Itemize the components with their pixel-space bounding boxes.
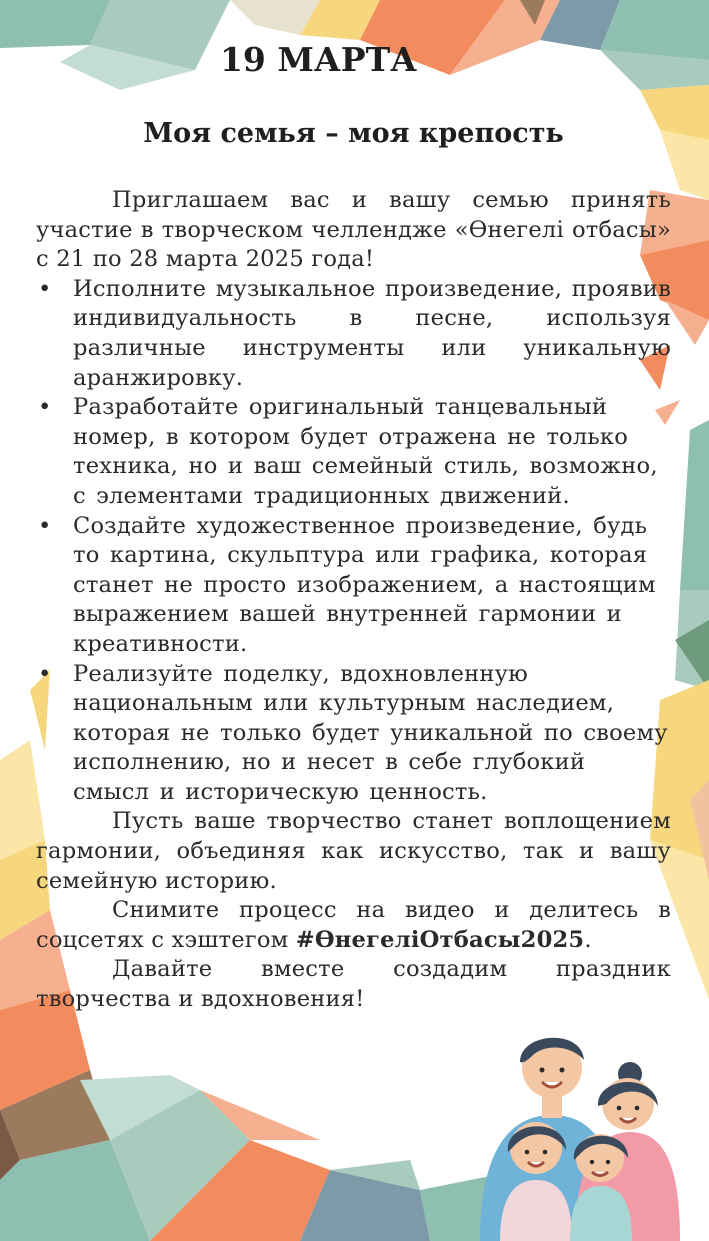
share-text-end: . xyxy=(584,926,592,953)
announcement-body xyxy=(36,186,671,1015)
date-heading: 19 МАРТА xyxy=(219,40,418,79)
list-item xyxy=(36,512,671,660)
bullet-icon: • xyxy=(38,394,52,421)
share-text: Снимите процесс на видео и делитесь в соцсетях с хэштегом xyxy=(36,897,671,953)
final-paragraph: Давайте вместе создадим праздник творчества и вдохновения! xyxy=(36,956,671,1013)
task-text: Исполните музыкальное произведение, проявив индивидуальность в песне, используя различные инструменты или уникальную аранжировку. xyxy=(73,275,671,391)
list-item xyxy=(36,660,671,808)
bullet-icon: • xyxy=(38,512,52,539)
family-illustration xyxy=(470,1020,709,1241)
task-text: Разработайте оригинальный танцевальный номер, в котором будет отражена не только техника, но и ваш семейный стиль, возможно, с элементами традиционных движений. xyxy=(73,394,658,509)
closing-paragraph: Пусть ваше творчество станет воплощением гармонии, объединяя как искусство, так и вашу семейную историю. xyxy=(36,808,671,894)
list-item xyxy=(36,393,671,511)
intro-paragraph: Приглашаем вас и вашу семью принять участие в творческом челлендже «Өнегелі отбасы» с 21 по 28 марта 2025 года! xyxy=(36,187,671,273)
task-text: Реализуйте поделку, вдохновленную национальным или культурным наследием, которая не только будет уникальной по своему исполнению, но и несет в себе глубокий смысл и историческую ценность. xyxy=(73,660,668,805)
page-title: Моя семья – моя крепость xyxy=(143,118,564,149)
bullet-icon: • xyxy=(38,660,52,687)
task-list xyxy=(36,275,671,808)
share-paragraph xyxy=(36,896,671,955)
list-item xyxy=(36,275,671,393)
task-text: Создайте художественное произведение, будь то картина, скульптура или графика, которая станет не просто изображением, а настоящим выражением вашей внутренней гармонии и креативности. xyxy=(73,512,656,657)
hashtag: #ӨнегеліОтбасы2025 xyxy=(295,926,585,953)
bullet-icon: • xyxy=(38,275,52,302)
